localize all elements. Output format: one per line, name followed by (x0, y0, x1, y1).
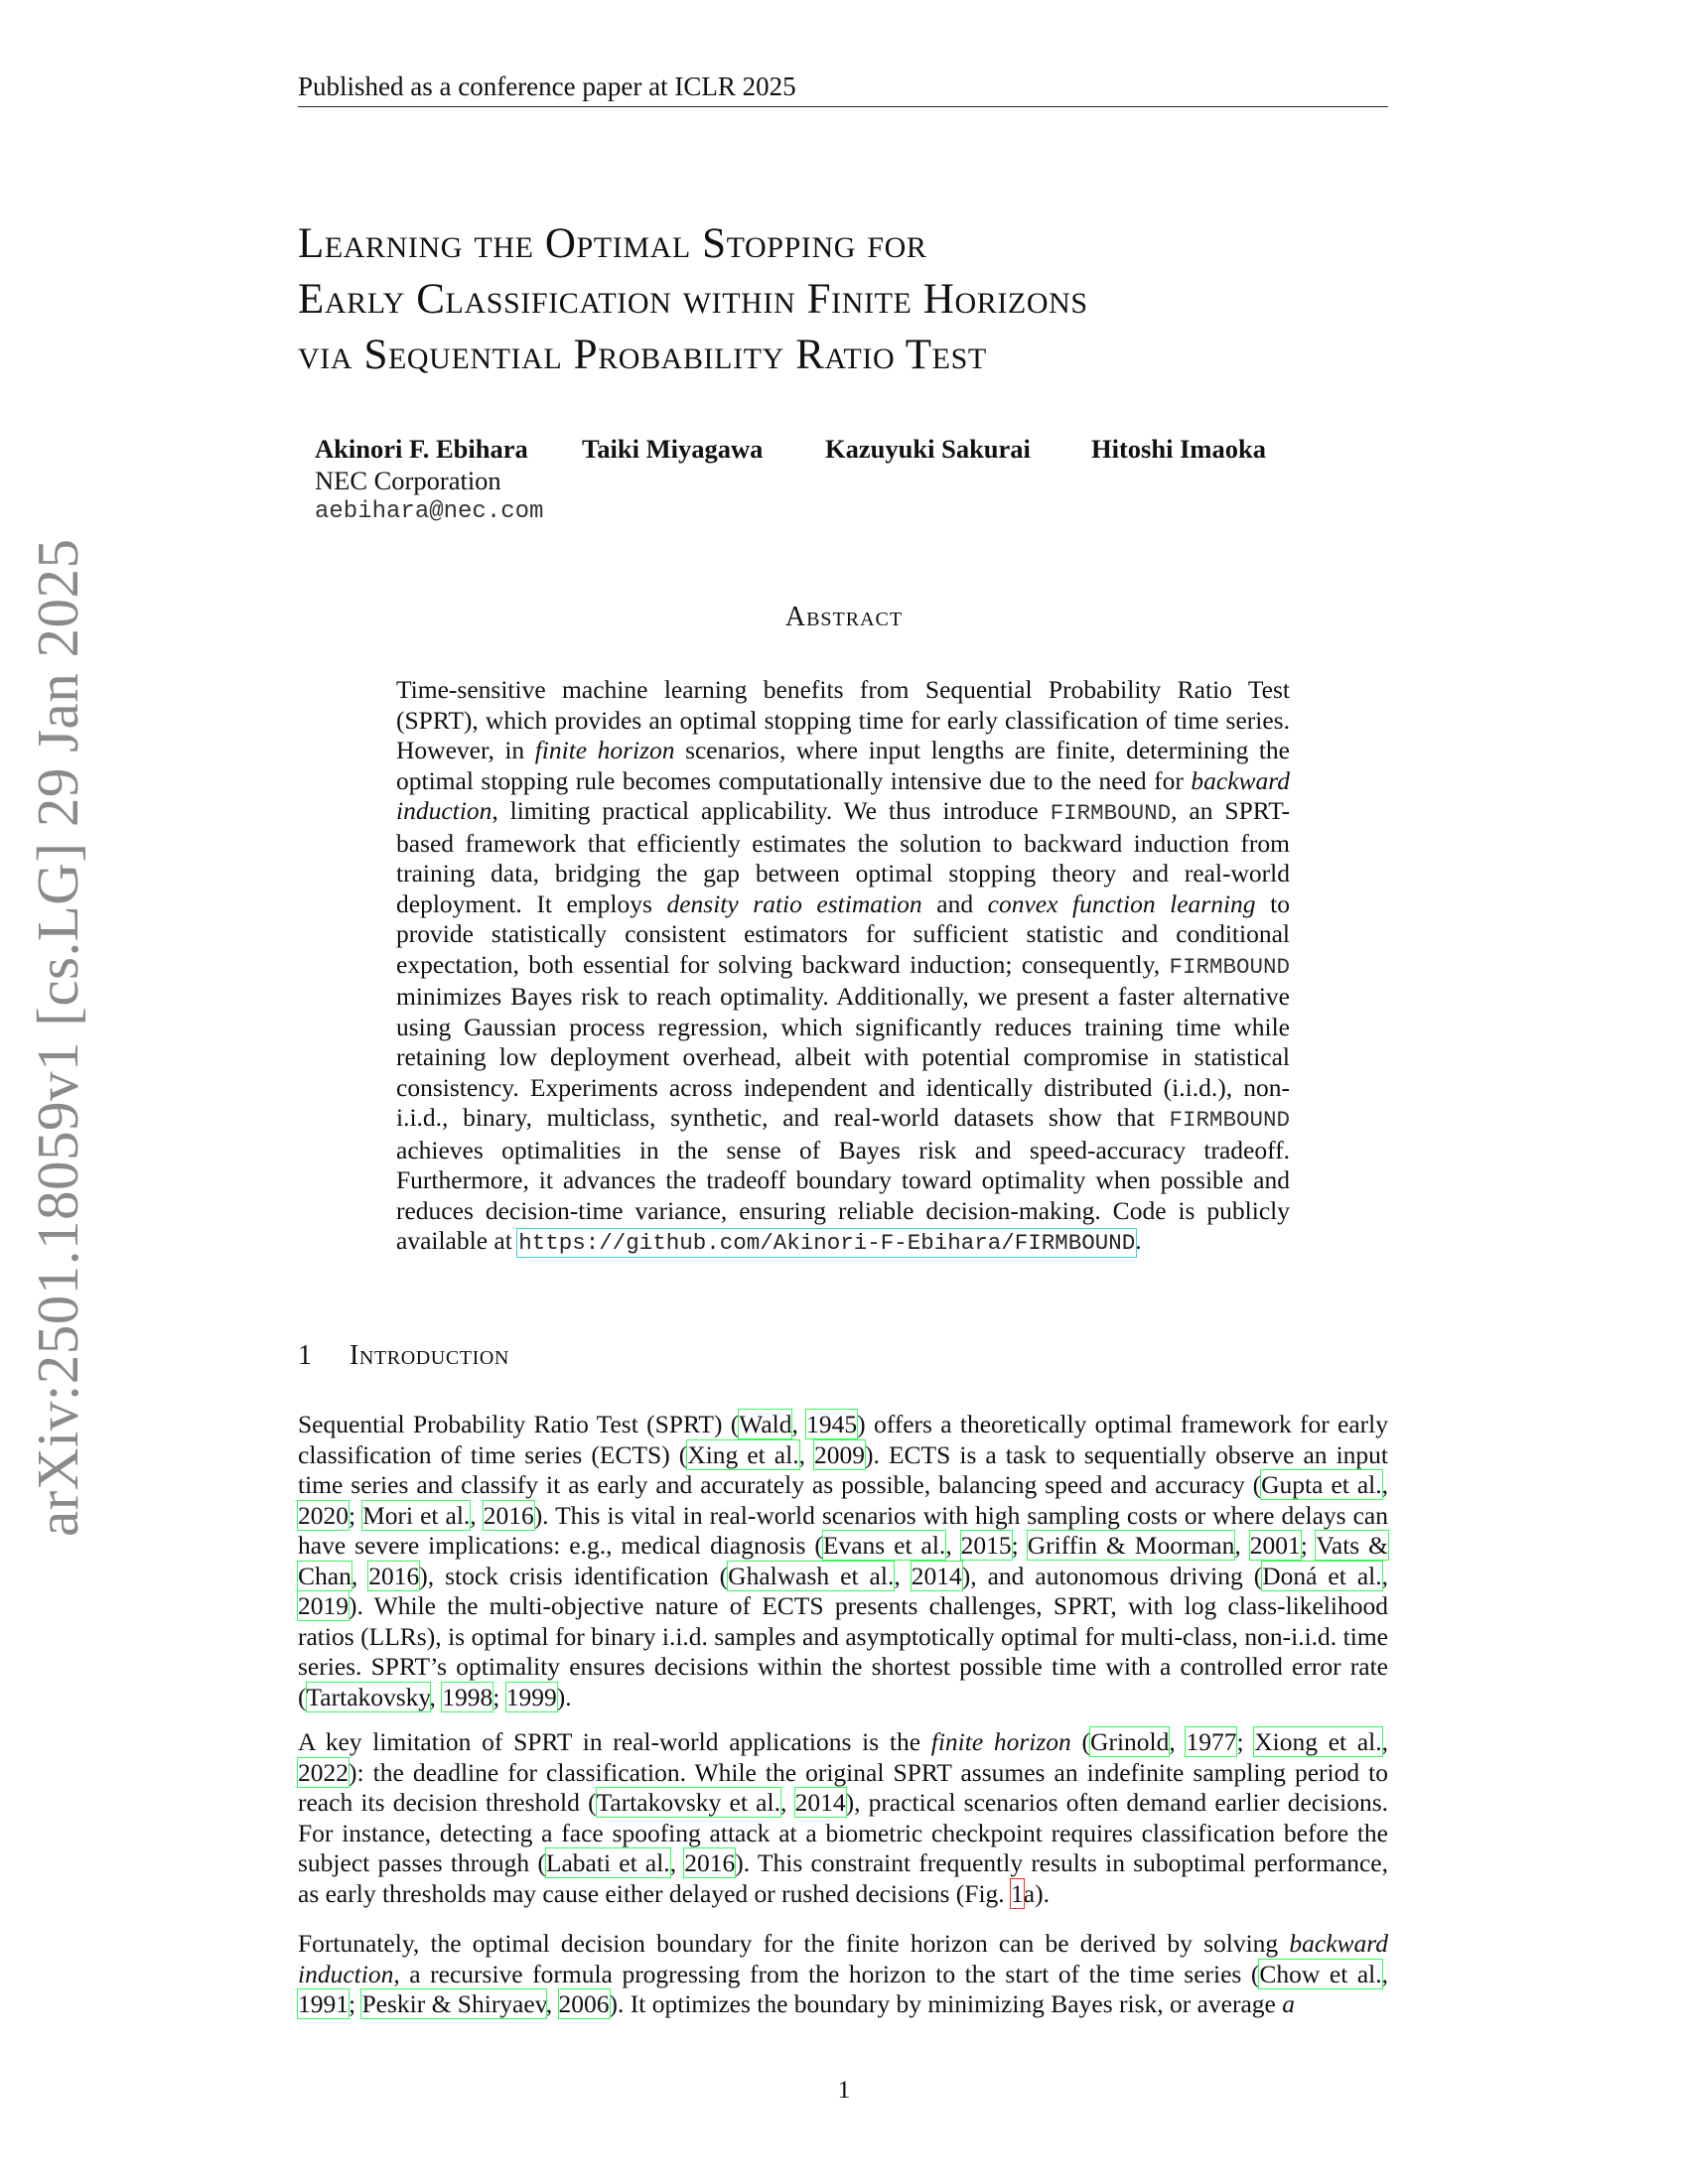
citation-link[interactable]: Peskir & Shiryaev (361, 1989, 546, 2018)
running-head: Published as a conference paper at ICLR 2025 (298, 71, 1388, 107)
citation-link[interactable]: Gupta et al. (1261, 1470, 1382, 1499)
citation-link[interactable]: 2006 (558, 1989, 610, 2018)
title-line-3: via Sequential Probability Ratio Test (298, 332, 987, 378)
citation-link[interactable]: 2016 (368, 1561, 420, 1590)
code-repository-link[interactable]: https://github.com/Akinori-F-Ebihara/FIRMBOUND (518, 1230, 1136, 1256)
citation-link[interactable]: Labati et al. (545, 1848, 670, 1877)
citation-link[interactable]: Xiong et al. (1254, 1727, 1382, 1756)
citation-link[interactable]: 2019 (298, 1591, 349, 1620)
author-name: Akinori F. Ebihara (315, 434, 528, 464)
citation-link[interactable]: Mori et al. (362, 1500, 471, 1530)
arxiv-identifier-stamp: arXiv:2501.18059v1 [cs.LG] 29 Jan 2025 (25, 538, 90, 1537)
citation-link[interactable]: Chow et al. (1259, 1959, 1382, 1988)
page-number: 1 (837, 2075, 851, 2104)
citation-link[interactable]: Grinold (1090, 1727, 1170, 1756)
citation-link[interactable]: 1977 (1186, 1727, 1237, 1756)
author-block (315, 433, 1407, 528)
abstract-heading: Abstract (784, 602, 904, 632)
citation-link[interactable]: Doná et al. (1262, 1561, 1382, 1590)
author-name: Hitoshi Imaoka (1091, 434, 1266, 464)
author-email: aebihara@nec.com (315, 498, 544, 525)
figure-reference-link[interactable]: 1 (1011, 1878, 1024, 1908)
paper-title (298, 216, 1410, 383)
citation-link[interactable]: 2020 (298, 1500, 349, 1530)
author-name: Kazuyuki Sakurai (825, 434, 1031, 464)
citation-link[interactable]: 2014 (794, 1788, 846, 1817)
citation-link[interactable]: 2016 (684, 1848, 736, 1877)
intro-paragraph-3: Fortunately, the optimal decision boundary for the finite horizon can be derived by solving backward induction, a recursive formula progressing from the horizon to the start of the time series (Chow et al., 1991; Peskir & Shiryaev, 2006). It optimizes the boundary by minimizing Bayes risk, or average a (298, 1929, 1388, 2018)
citation-link[interactable]: Ghalwash et al. (728, 1561, 895, 1590)
citation-link[interactable]: 2014 (911, 1561, 962, 1590)
framework-name: FIRMBOUND (1050, 800, 1172, 826)
citation-link[interactable]: Vats & Chan (298, 1531, 1389, 1590)
framework-name: FIRMBOUND (1169, 1107, 1290, 1133)
citation-link[interactable]: Xing et al. (687, 1439, 799, 1469)
intro-paragraph-2: A key limitation of SPRT in real-world applications is the finite horizon (Grinold, 1977; Xiong et al., 2022): the deadline for classification. While the original SPRT assumes an indefinite sampling period to reach its decision threshold (Tartakovsky et al., 2014), practical scenarios often demand earlier decisions. For instance, detecting a face spoofing attack at a biometric checkpoint requires classification before the subject passes through (Labati et al., 2016). This constraint frequently results in suboptimal performance, as early thresholds may cause either delayed or rushed decisions (Fig. 1a). (298, 1727, 1389, 1908)
abstract-text: Time-sensitive machine learning benefits from Sequential Probability Ratio Test (SPRT), which provides an optimal stopping time for early classification of time series. However, in finite horizon scenarios, where input lengths are finite, determining the optimal stopping rule becomes computationally intensive due to the need for backward induction, limiting practical applicability. We thus introduce FIRMBOUND, an SPRT-based framework that efficiently estimates the solution to backward induction from training data, bridging the gap between optimal stopping theory and real-world deployment. It employs density ratio estimation and convex function learning to provide statistically consistent estimators for sufficient statistic and conditional expectation, both essential for solving backward induction; consequently, FIRMBOUND minimizes Bayes risk to reach optimality. Additionally, we present a faster alternative using Gaussian process regression, which significantly reduces training time while retaining low deployment overhead, albeit with potential compromise in statistical consistency. Experiments across independent and identically distributed (i.i.d.), non-i.i.d., binary, multiclass, synthetic, and real-world datasets show that FIRMBOUND achieves optimalities in the sense of Bayes risk and speed-accuracy tradeoff. Furthermore, it advances the tradeoff boundary toward optimality when possible and reduces decision-time variance, ensuring reliable decision-making. Code is publicly available at https://github.com/Akinori-F-Ebihara/FIRMBOUND. (396, 675, 1290, 1256)
intro-paragraph-1: Sequential Probability Ratio Test (SPRT) (Wald, 1945) offers a theoretically optimal framework for early classification of time series (ECTS) (Xing et al., 2009). ECTS is a task to sequentially observe an input time series and classify it as early and accurately as possible, balancing speed and accuracy (Gupta et al., 2020; Mori et al., 2016). This is vital in real-world scenarios with high sampling costs or where delays can have severe implications: e.g., medical diagnosis (Evans et al., 2015; Griffin & Moorman, 2001; Vats & Chan, 2016), stock crisis identification (Ghalwash et al., 2014), and autonomous driving (Doná et al., 2019). While the multi-objective nature of ECTS presents challenges, SPRT, with log class-likelihood ratios (LLRs), is optimal for binary i.i.d. samples and asymptotically optimal for multi-class, non-i.i.d. time series. SPRT’s optimality ensures decisions within the shortest possible time with a controlled error rate (Tartakovsky, 1998; 1999). (298, 1410, 1389, 1711)
citation-link[interactable]: 1999 (505, 1682, 557, 1711)
citation-link[interactable]: 2009 (814, 1439, 866, 1469)
title-line-1: Learning the Optimal Stopping for (298, 220, 927, 267)
citation-link[interactable]: Evans et al. (822, 1531, 946, 1560)
citation-link[interactable]: 2015 (960, 1531, 1012, 1560)
author-names (315, 433, 1407, 465)
section-title: Introduction (350, 1340, 509, 1371)
citation-link[interactable]: 1945 (806, 1410, 858, 1438)
title-line-2: Early Classification within Finite Horizons (298, 276, 1088, 323)
citation-link[interactable]: 2022 (298, 1757, 349, 1787)
citation-link[interactable]: 2001 (1249, 1531, 1301, 1560)
citation-link[interactable]: 1998 (442, 1682, 493, 1711)
citation-link[interactable]: Griffin & Moorman (1027, 1531, 1235, 1560)
author-affiliation: NEC Corporation (315, 466, 501, 495)
citation-link[interactable]: Tartakovsky (306, 1682, 430, 1711)
citation-link[interactable]: Wald (739, 1410, 792, 1438)
citation-link[interactable]: Tartakovsky et al. (596, 1788, 780, 1817)
framework-name: FIRMBOUND (1169, 953, 1290, 980)
section-number: 1 (298, 1340, 313, 1371)
author-name: Taiki Miyagawa (582, 434, 764, 464)
citation-link[interactable]: 1991 (298, 1989, 349, 2018)
citation-link[interactable]: 2016 (483, 1500, 534, 1530)
section-heading-introduction (298, 1340, 509, 1372)
